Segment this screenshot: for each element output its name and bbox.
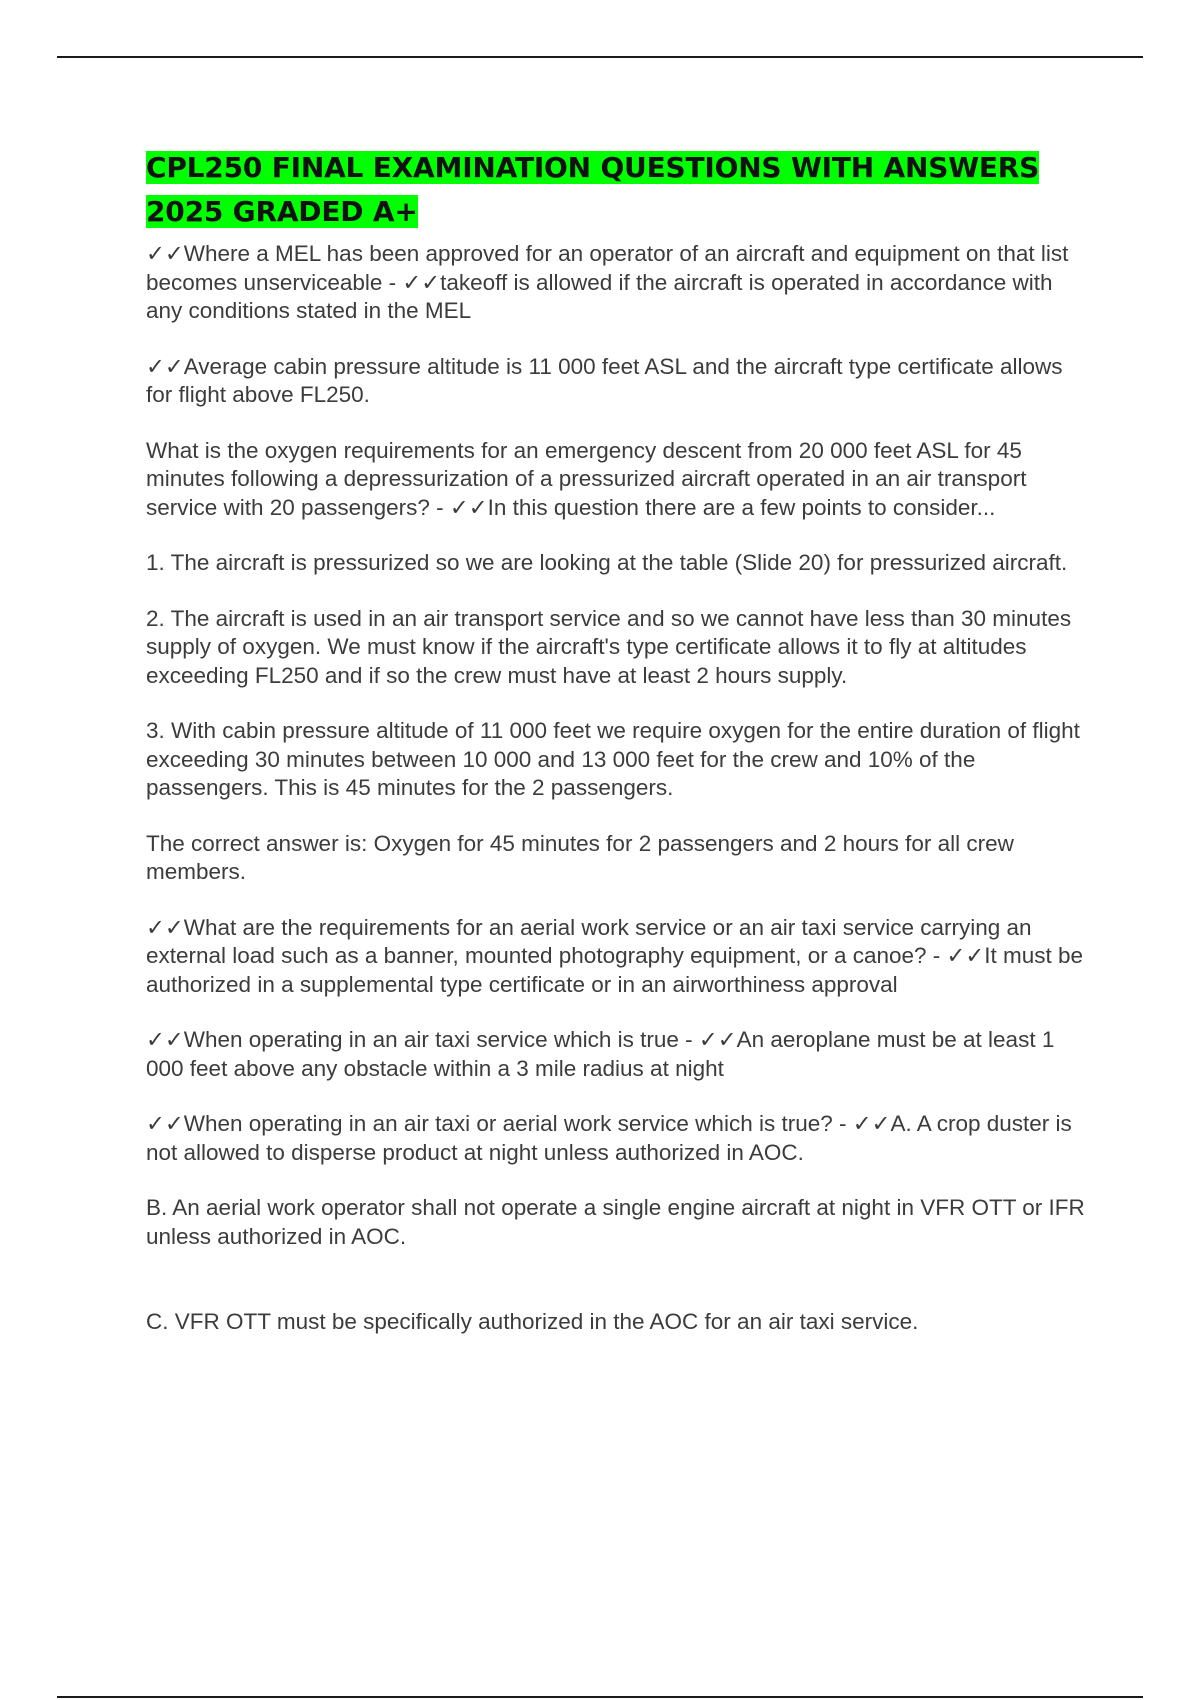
document-title xyxy=(146,146,1090,234)
paragraph-air-taxi: ✓✓When operating in an air taxi service which is true - ✓✓An aeroplane must be at least 1 000 feet above any obstacle within a 3 mile radius at night xyxy=(146,1027,1055,1081)
paragraph-aerial-work-a: ✓✓When operating in an air taxi or aerial work service which is true? - ✓✓A. A crop duster is not allowed to disperse product at night unless authorized in AOC. xyxy=(146,1111,1072,1165)
paragraph-mel: ✓✓Where a MEL has been approved for an operator of an aircraft and equipment on that list becomes unserviceable - ✓✓takeoff is allowed if the aircraft is operated in accordance with any conditions stated in the MEL xyxy=(146,241,1069,323)
paragraph-point-3: 3. With cabin pressure altitude of 11 000 feet we require oxygen for the entire duration of flight exceeding 30 minutes between 10 000 and 13 000 feet for the crew and 10% of the passengers. This is 45 minutes for the 2 passengers. xyxy=(146,718,1080,800)
document-body xyxy=(146,146,1090,1337)
paragraph-point-1: 1. The aircraft is pressurized so we are looking at the table (Slide 20) for pressurized aircraft. xyxy=(146,550,1068,575)
paragraph-cabin-pressure: ✓✓Average cabin pressure altitude is 11 000 feet ASL and the aircraft type certificate allows for flight above FL250. xyxy=(146,353,1063,407)
paragraph-aerial-work-c: C. VFR OTT must be specifically authorized in the AOC for an air taxi service. xyxy=(146,1309,919,1334)
paragraph-correct-answer: The correct answer is: Oxygen for 45 minutes for 2 passengers and 2 hours for all crew members. xyxy=(146,830,1014,884)
header-rule xyxy=(57,56,1143,58)
paragraph-point-2: 2. The aircraft is used in an air transport service and so we cannot have less than 30 minutes supply of oxygen. We must know if the aircraft's type certificate allows it to fly at altitudes exceeding FL250 and if so the crew must have at least 2 hours supply. xyxy=(146,605,1072,688)
paragraph-oxygen-question: What is the oxygen requirements for an emergency descent from 20 000 feet ASL for 45 minutes following a depressurization of a pressurized aircraft operated in an air transport service with 20 passengers? - ✓✓In this question there are a few points to consider... xyxy=(146,437,1027,520)
footer-rule xyxy=(57,1696,1143,1698)
paragraph-external-load: ✓✓What are the requirements for an aerial work service or an air taxi service carrying an external load such as a banner, mounted photography equipment, or a canoe? - ✓✓It must be authorized in a supplemental type certificate or in an airworthiness approval xyxy=(146,914,1084,997)
title-highlight: CPL250 FINAL EXAMINATION QUESTIONS WITH ANSWERS 2025 GRADED A+ xyxy=(146,151,1040,228)
paragraph-aerial-work-b: B. An aerial work operator shall not operate a single engine aircraft at night in VFR OTT or IFR unless authorized in AOC. xyxy=(146,1195,1085,1249)
